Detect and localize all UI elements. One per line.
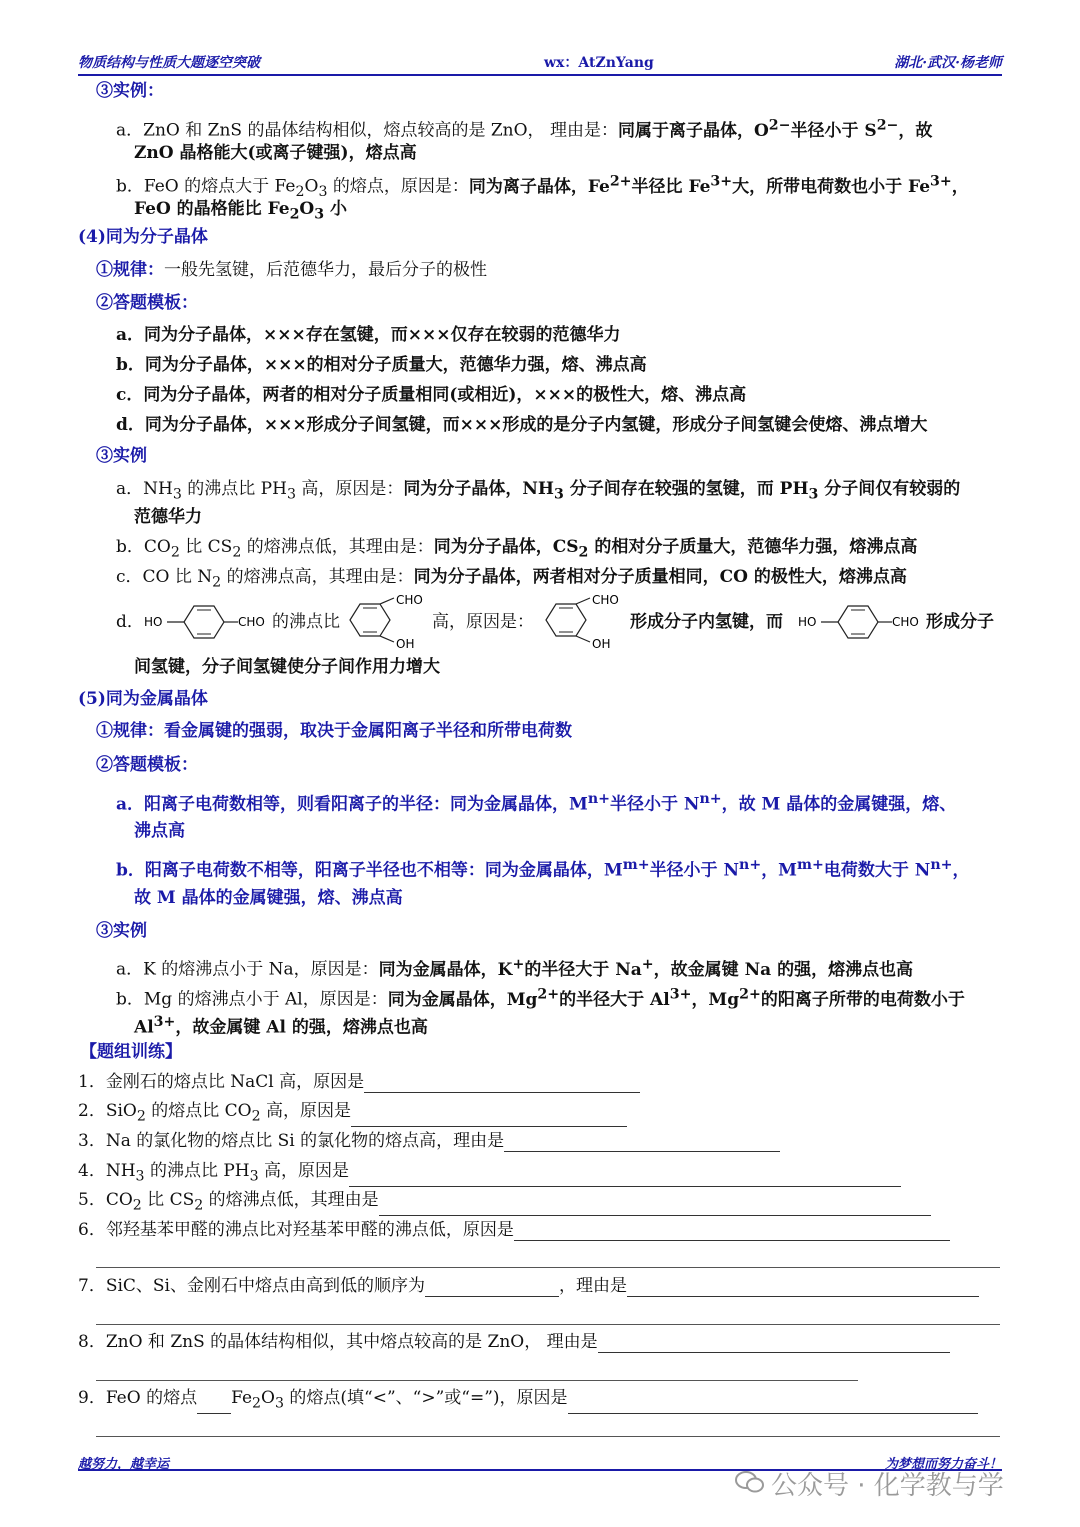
s3-example-a-line2: ZnO 晶格能大(或离子键强)，熔点高 bbox=[134, 143, 417, 163]
s4-example-a-line2: 范德华力 bbox=[134, 507, 202, 527]
s5-example-b-line1: b．Mg 的熔沸点小于 Al，原因是：同为金属晶体，$Mg^{2+}$的半径大于 $Al^{3+}$，$Mg^{2+}$的阳离子所带的电荷数小于 bbox=[116, 986, 965, 1010]
svg-text:CHO: CHO bbox=[396, 593, 423, 607]
s5-example-a: a．K 的熔沸点小于 Na，原因是：同为金属晶体，K+的半径大于 Na+，故金属键 Na 的强，熔沸点也高 bbox=[116, 956, 914, 980]
s5-template-a-line1: a．阳离子电荷数相等，则看阳离子的半径：同为金属晶体，$M^{n+}$半径小于 $N^{n+}$，故 M 晶体的金属键强，熔、 bbox=[116, 791, 957, 815]
practice-q9: 9．FeO 的熔点 $Fe_2O_3$ 的熔点(填“<”、“>”或“=”)，原因是 bbox=[78, 1387, 978, 1414]
practice-q8: 8．ZnO 和 ZnS 的晶体结构相似，其中熔点较高的是 ZnO， 理由是 bbox=[78, 1331, 950, 1353]
answer-blank-q4[interactable] bbox=[349, 1168, 901, 1187]
s5-rule: ①规律：看金属键的强弱，取决于金属阳离子半径和所带电荷数 bbox=[96, 721, 572, 741]
answer-blank-q5[interactable] bbox=[379, 1197, 931, 1216]
s3-example-a-line1 bbox=[116, 114, 932, 142]
svg-text:OH: OH bbox=[396, 637, 415, 650]
practice-title: 【题组训练】 bbox=[80, 1042, 182, 1062]
answer-line-q9-2[interactable] bbox=[96, 1436, 1000, 1437]
s4-template-c: c．同为分子晶体，两者的相对分子质量相同(或相近)，×××的极性大，熔、沸点高 bbox=[116, 385, 747, 405]
wechat-watermark bbox=[735, 1465, 1004, 1502]
s3-example-b-line2: FeO 的晶格能比 $Fe_2O_3$ 小 bbox=[134, 199, 348, 223]
s4-template-d: d．同为分子晶体，×××形成分子间氢键，而×××形成的是分子内氢键，形成分子间氢键会使熔、沸点增大 bbox=[116, 415, 928, 435]
wechat-icon bbox=[735, 1471, 765, 1493]
answer-blank-q3[interactable] bbox=[504, 1133, 780, 1152]
s5-template-b-line2: 故 M 晶体的金属键强，熔、沸点高 bbox=[134, 888, 403, 908]
s3-a-question: a．ZnO 和 ZnS 的晶体结构相似，熔点较高的是 ZnO， 理由是： bbox=[116, 120, 618, 141]
s4-example-d-label: d． bbox=[116, 612, 144, 632]
s5-example-b-line2: $Al^{3+}$，故金属键 Al 的强，熔沸点也高 bbox=[134, 1014, 428, 1038]
header-center-wx: wx：AtZnYang bbox=[544, 55, 654, 71]
answer-blank-q7-order[interactable] bbox=[425, 1278, 559, 1297]
s3-a-answer: 同属于离子晶体，$O^{2-}$半径小于 $S^{2-}$，故 bbox=[617, 117, 933, 141]
practice-q3: 3．Na 的氯化物的熔点比 Si 的氯化物的熔点高，理由是 bbox=[78, 1130, 780, 1152]
answer-line-q7-2[interactable] bbox=[96, 1324, 1000, 1325]
practice-q5: 5．$CO_2$ 比 $CS_2$ 的熔沸点低，其理由是 bbox=[78, 1189, 931, 1216]
svg-text:HO: HO bbox=[798, 615, 817, 629]
s4-example-d-text3: 形成分子内氢键，而 bbox=[630, 612, 783, 632]
answer-blank-q1[interactable] bbox=[364, 1074, 640, 1093]
footer-left-motto: 越努力，越幸运 bbox=[78, 1457, 170, 1472]
answer-line-q6-2[interactable] bbox=[96, 1267, 1000, 1268]
svg-text:CHO: CHO bbox=[892, 615, 919, 629]
s4-title: (4)同为分子晶体 bbox=[78, 227, 208, 247]
s3-example-b-line1: b．FeO 的熔点大于 $Fe_2O_3$ 的熔点，原因是：同为离子晶体，$Fe^{2+}$半径比 $Fe^{3+}$大，所带电荷数也小于 $Fe^{3+}$， bbox=[116, 173, 969, 201]
answer-line-q8-2[interactable] bbox=[96, 1380, 858, 1381]
s4-example-b: b．$CO_2$ 比 $CS_2$ 的熔沸点低，其理由是：同为分子晶体，$CS_2$ 的相对分子质量大，范德华力强，熔沸点高 bbox=[116, 537, 918, 561]
para-hydroxybenzaldehyde-structure-2 bbox=[796, 598, 924, 644]
svg-text:CHO: CHO bbox=[592, 593, 619, 607]
practice-q1: 1．金刚石的熔点比 NaCl 高，原因是 bbox=[78, 1071, 640, 1093]
practice-q7: 7．SiC、Si、金刚石中熔点由高到低的顺序为 ，理由是 bbox=[78, 1275, 979, 1297]
s3-example-heading: ③实例： bbox=[96, 81, 164, 101]
header-right-author: 湖北·武汉·杨老师 bbox=[894, 55, 1002, 71]
s5-template-b-line1: b．阳离子电荷数不相等，阳离子半径也不相等：同为金属晶体，$M^{m+}$半径小于 $N^{n+}$，$M^{m+}$电荷数大于 $N^{n+}$， bbox=[116, 857, 970, 881]
s5-example-heading: ③实例 bbox=[96, 921, 147, 941]
s5-title: (5)同为金属晶体 bbox=[78, 689, 208, 709]
header-left-title: 物质结构与性质大题逐空突破 bbox=[78, 55, 260, 71]
s4-rule: ①规律：一般先氢键，后范德华力，最后分子的极性 bbox=[96, 260, 487, 280]
s4-example-heading: ③实例 bbox=[96, 446, 147, 466]
watermark-text: 公众号 · 化学教与学 bbox=[771, 1471, 1004, 1501]
answer-blank-q2[interactable] bbox=[351, 1108, 627, 1127]
answer-blank-q6[interactable] bbox=[514, 1222, 950, 1241]
s4-example-c: c．CO 比 $N_2$ 的熔沸点高，其理由是：同为分子晶体，两者相对分子质量相同，CO 的极性大，熔沸点高 bbox=[116, 567, 907, 591]
ortho-hydroxybenzaldehyde-structure-1 bbox=[346, 592, 430, 650]
s4-template-b: b．同为分子晶体，×××的相对分子质量大，范德华力强，熔、沸点高 bbox=[116, 355, 647, 375]
s4-example-d-text1: 的沸点比 bbox=[272, 612, 340, 632]
s4-example-d-text4: 形成分子 bbox=[926, 612, 994, 632]
page-header bbox=[78, 50, 1002, 76]
svg-text:OH: OH bbox=[592, 637, 611, 650]
practice-q6: 6．邻羟基苯甲醛的沸点比对羟基苯甲醛的沸点低，原因是 bbox=[78, 1219, 950, 1241]
answer-blank-q7-reason[interactable] bbox=[627, 1278, 979, 1297]
s5-template-heading: ②答题模板： bbox=[96, 755, 198, 775]
answer-blank-q9-compare[interactable] bbox=[197, 1395, 231, 1414]
svg-text:HO: HO bbox=[144, 615, 163, 629]
svg-text:CHO: CHO bbox=[238, 615, 265, 629]
practice-q4: 4．$NH_3$ 的沸点比 $PH_3$ 高，原因是 bbox=[78, 1160, 901, 1187]
answer-blank-q9-reason[interactable] bbox=[568, 1395, 978, 1414]
s4-template-heading: ②答题模板： bbox=[96, 293, 198, 313]
footer-right-motto: 为梦想而努力奋斗！ bbox=[884, 1457, 1002, 1472]
answer-blank-q8[interactable] bbox=[598, 1334, 950, 1353]
ortho-hydroxybenzaldehyde-structure-2 bbox=[542, 592, 626, 650]
s4-example-d-text5: 间氢键，分子间氢键使分子间作用力增大 bbox=[134, 657, 440, 677]
para-hydroxybenzaldehyde-structure-1 bbox=[142, 598, 270, 644]
s4-example-a-line1: a．$NH_3$ 的沸点比 $PH_3$ 高，原因是：同为分子晶体，$NH_3$ 分子间存在较强的氢键，而 $PH_3$ 分子间仅有较弱的 bbox=[116, 479, 961, 503]
s4-example-d-text2: 高，原因是： bbox=[432, 612, 534, 632]
s5-template-a-line2: 沸点高 bbox=[134, 821, 185, 841]
practice-q2: 2．SiO$_2$ 的熔点比 $CO_2$ 高，原因是 bbox=[78, 1100, 627, 1127]
s4-template-a: a．同为分子晶体，×××存在氢键，而×××仅存在较弱的范德华力 bbox=[116, 325, 621, 345]
